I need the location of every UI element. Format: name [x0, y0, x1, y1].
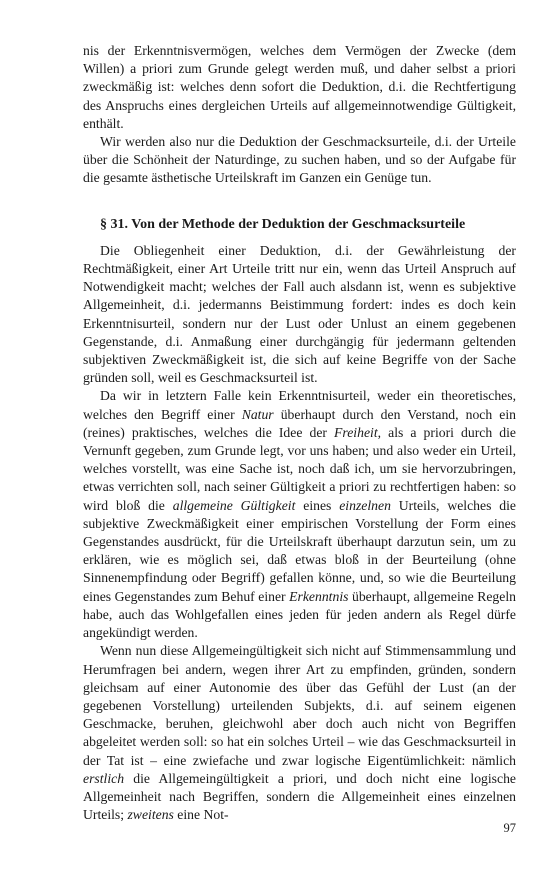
italic-text: einzelnen — [339, 497, 391, 513]
text-run: , als a priori durch die Vernunft gegeben, zum Grunde legt, vor uns haben; und also weder ein Urteil, welches vorstellt, was eine Sache ist, noch daß ich, um sie hervorzubringen, etwas verrichten soll, nach seiner Gültigkeit a priori zu rechtfertigen haben: so wird bloß die — [83, 424, 516, 513]
text-run: überhaupt, allgemeine Regeln habe, auch das Wohlgefallen eines jeden für jeden andern als Regel dürfe angekündigt werden. — [83, 588, 516, 641]
text-run: eine Not- — [173, 807, 229, 823]
text-run: Die Obliegenheit einer Deduktion, d.i. der Gewährleistung der Rechtmäßigkeit, einer Art Urteile tritt nur ein, wenn das Urteil Anspruch auf Notwendigkeit macht; welches der Fall auch alsdann ist, wenn es subjektive Allgemeinheit, d.i. jedermanns Beistimmung fordert: indes es doch kein Erkenntnisurteil, sondern nur der Lust oder Unlust an einem gegebenen Gegenstande, d.i. Anmaßung einer durchgängig für jedermann geltenden subjektiven Zweckmäßigkeit ist, die sich auf keine Begriffe von der Sache gründen soll, weil es Geschmacksurteil ist. — [83, 242, 516, 386]
italic-text: erstlich — [83, 770, 125, 786]
text-run: Wir werden also nur die Deduktion der Geschmacksurteile, d.i. der Urteile über die Schönheit der Naturdinge, zu suchen haben, und so der Aufgabe für die gesamte ästhetische Urteilskraft im Ganzen ein Genüge tun. — [83, 134, 516, 186]
italic-text: Erkenntnis — [289, 588, 349, 604]
italic-text: allgemeine Gültigkeit — [172, 497, 296, 513]
text-run: überhaupt durch den Verstand, noch ein (reines) praktisches, welches die Idee der — [83, 406, 516, 440]
italic-text: Freiheit — [334, 424, 378, 440]
paragraph — [83, 42, 516, 133]
text-run: eines — [295, 497, 340, 513]
paragraph — [83, 133, 516, 188]
text-run: nis der Erkenntnisvermögen, welches dem Vermögen der Zwecke (dem Willen) a priori zum Grunde gelegt werden muß, und daher selbst a priori zweckmäßig ist: welches denn sofort die Deduktion, d.i. die Rechtfertigung des Anspruchs eines dergleichen Urteils auf allgemeinnotwendige Gültigkeit, enthält. — [83, 43, 516, 131]
text-run: Urteils, welches die subjektive Zweckmäßigkeit einer empirischen Vorstellung der Form eines Gegenstandes ausdrückt, für die Urteilskraft überhaupt darzutun sein, um zu erklären, wie es möglich sei, daß etwas bloß in der Beurteilung (ohne Sinnenempfindung oder Begriff) gefallen könne, und, so wie die Beurteilung eines Gegenstandes zum Behuf einer — [83, 497, 516, 604]
paragraph — [83, 387, 516, 642]
page-number: 97 — [503, 821, 516, 835]
page-body — [83, 42, 516, 824]
text-run: Da wir in letztern Falle kein Erkenntnisurteil, weder ein theoretisches, welches den Begriff einer — [83, 388, 516, 422]
italic-text: Natur — [241, 406, 274, 422]
opening-paragraphs — [83, 42, 516, 188]
paragraph — [83, 642, 516, 824]
italic-text: zweitens — [127, 807, 174, 823]
paragraph — [83, 242, 516, 388]
text-run: Wenn nun diese Allgemeingültigkeit sich nicht auf Stimmensammlung und Herumfragen bei andern, wegen ihrer Art zu empfinden, gründen, sondern gleichsam auf einer Autonomie des über das Gefühl der Lust (an der gegebenen Vorstellung) urteilenden Subjekts, d.i. auf seinem eigenen Geschmacke, beruhen, gleichwohl aber doch auch nicht von Begriffen abgeleitet werden soll: so hat ein solches Urteil – wie das Geschmacksurteil in der Tat ist – eine zwiefache und zwar logische Eigentümlichkeit: nämlich — [83, 643, 516, 768]
section-heading: § 31. Von der Methode der Deduktion der Geschmacksurteile — [100, 216, 466, 232]
text-run: die Allgemeingültigkeit a priori, und doch nicht eine logische Allgemeinheit nach Begriffen, sondern die Allgemeinheit eines einzelnen Urteils; — [83, 770, 516, 823]
section-paragraphs — [83, 242, 516, 825]
